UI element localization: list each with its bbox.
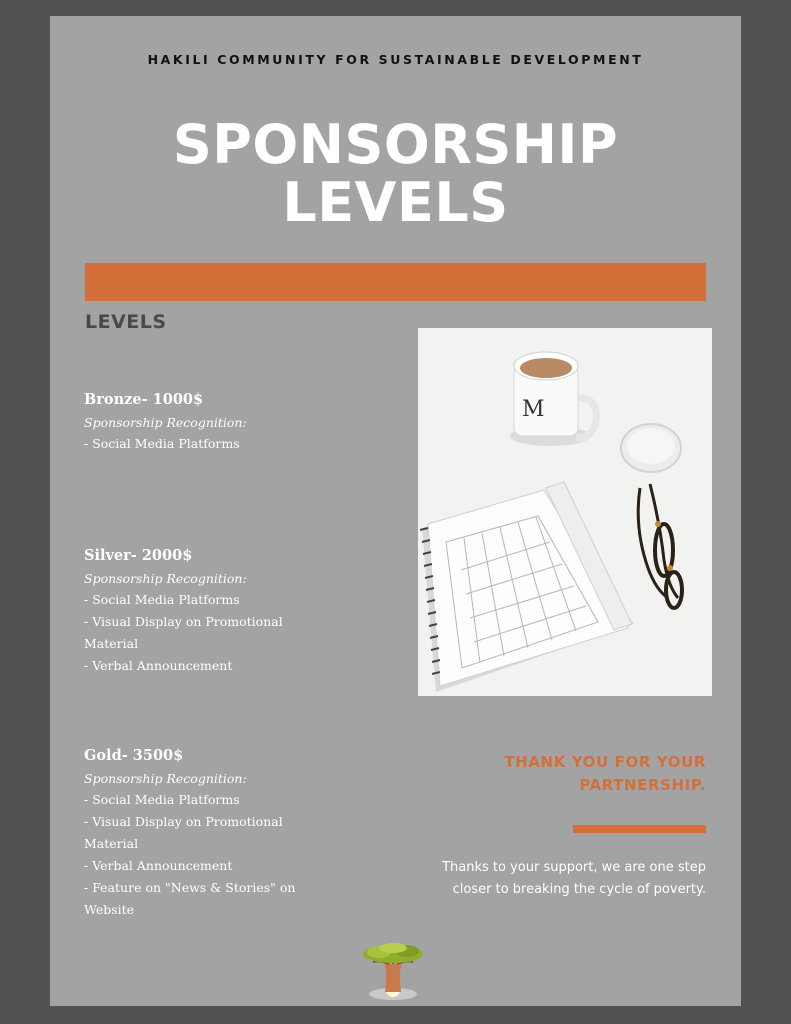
baobab-tree-icon	[355, 934, 431, 1002]
tier-item: - Visual Display on Promotional Material	[84, 814, 283, 851]
tier-items	[84, 589, 334, 677]
tier-subtitle: Sponsorship Recognition:	[84, 571, 247, 586]
accent-bar	[85, 263, 706, 301]
desk-photo-illustration	[418, 328, 712, 696]
support-text: Thanks to your support, we are one step closer to breaking the cycle of poverty.	[442, 860, 706, 897]
page-title	[50, 113, 741, 234]
tier-items	[84, 433, 334, 455]
tier-bronze	[84, 389, 334, 455]
tier-item: - Social Media Platforms	[84, 592, 240, 607]
tier-name: Silver- 2000$	[84, 547, 193, 564]
tier-subtitle: Sponsorship Recognition:	[84, 415, 247, 430]
tier-name: Bronze- 1000$	[84, 391, 204, 408]
tier-silver	[84, 545, 334, 677]
title-line-2: LEVELS	[282, 171, 509, 234]
tier-item: - Verbal Announcement	[84, 658, 233, 673]
tier-name: Gold- 3500$	[84, 747, 184, 764]
thank-you-message: THANK YOU FOR YOUR PARTNERSHIP.	[504, 753, 706, 794]
tier-item: - Social Media Platforms	[84, 436, 240, 451]
svg-text:M: M	[522, 397, 545, 422]
tier-item: - Social Media Platforms	[84, 792, 240, 807]
flyer-page	[50, 16, 741, 1006]
levels-heading: LEVELS	[85, 311, 167, 333]
accent-divider	[573, 825, 706, 833]
tier-items	[84, 789, 334, 921]
tier-item: - Feature on "News & Stories" on Website	[84, 880, 296, 917]
title-line-1: SPONSORSHIP	[172, 113, 619, 176]
tier-item: - Verbal Announcement	[84, 858, 233, 873]
tier-gold	[84, 745, 334, 921]
tier-item: - Visual Display on Promotional Material	[84, 614, 283, 651]
tier-subtitle: Sponsorship Recognition:	[84, 771, 247, 786]
organization-name: HAKILI COMMUNITY FOR SUSTAINABLE DEVELOPMENT	[147, 52, 644, 67]
baobab-tree-logo	[355, 934, 431, 1002]
desk-photo	[418, 328, 712, 696]
